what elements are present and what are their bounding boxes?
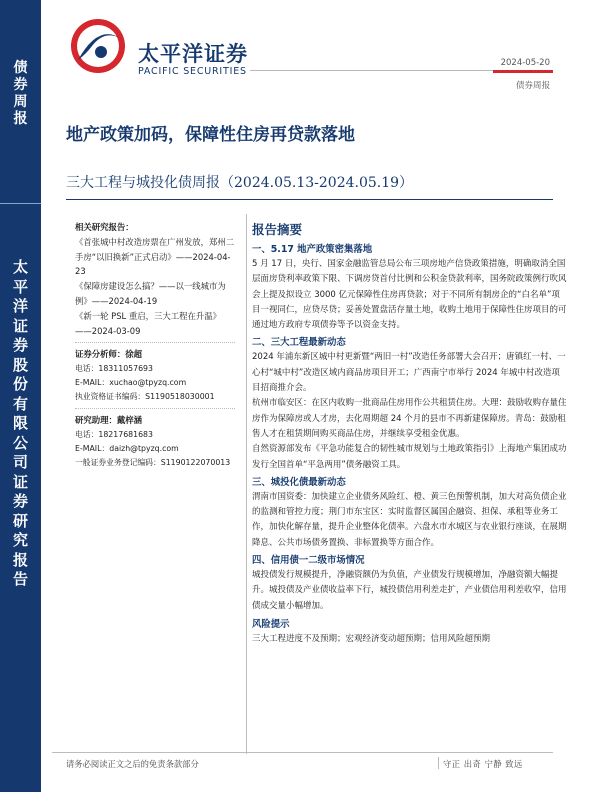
related-report[interactable]: 《新一轮 PSL 重启，三大工程在升温》——2024-03-09 bbox=[75, 310, 221, 336]
summary-column bbox=[252, 220, 567, 647]
analyst-phone: 电话：18311057693 bbox=[75, 364, 153, 374]
title-rule bbox=[66, 199, 553, 200]
related-report[interactable]: 《首张城中村改造房票在广州发放，郑州二手房“以旧换新”正式启动》——2024-04-23 bbox=[75, 236, 235, 277]
left-column bbox=[75, 220, 235, 470]
sidebar-divider bbox=[0, 203, 41, 204]
section-heading: 三、城投化债最新动态 bbox=[252, 476, 346, 488]
sidebar-category: 债 券 周 报 bbox=[13, 60, 28, 127]
brand-name: 太平洋证券 bbox=[138, 42, 248, 66]
risk-paragraph: 三大工程进度不及预期；宏观经济变动超预期；信用风险超预期 bbox=[252, 633, 491, 644]
section-paragraph: 自然资源部发布《平急功能复合的韧性城市规划与土地政策指引》上海地产集团成功发行全国首单“平急两用”债务融资工具。 bbox=[252, 444, 567, 470]
footer-disclaimer: 请务必阅读正文之后的免责条款部分 bbox=[66, 759, 199, 769]
doc-type: 债券周报 bbox=[515, 81, 550, 91]
page-title: 地产政策加码，保障性住房再贷款落地 bbox=[66, 125, 355, 145]
assistant-label: 研究助理： bbox=[75, 415, 117, 426]
section-paragraph: 城投债发行规模提升，净融资额仍为负值，产业债发行规模增加，净融资额大幅提升。城投债及产业债收益率下行，城投债信用利差走扩，产业债信用利差收窄，信用债成交量小幅增加。 bbox=[252, 570, 567, 611]
analyst-name: 徐超 bbox=[125, 349, 142, 360]
analyst-email[interactable]: E-MAIL：xuchao@tpyzq.com bbox=[75, 378, 187, 388]
section-paragraph: 5 月 17 日，央行、国家金融监管总局公布三项房地产信贷政策措施，明确取消全国层面房贷利率政策下限、下调房贷首付比例和公积金贷款利率，国务院政策例行吹风会上提及拟设立 3000 亿元保障性住房再贷款；对于不同所有制房企的“白名单”项目一视同仁，应贷尽贷；妥善处置盘活存量土地，收购土地用于保障性住房项目的可通过地方政府专项债券等予以资金支持。 bbox=[252, 259, 567, 331]
assistant-license: 一般证券业务登记编码：S1190122070013 bbox=[75, 457, 231, 467]
assistant-name: 戴梓涵 bbox=[116, 415, 142, 426]
header-accent-bar bbox=[493, 70, 553, 73]
analyst-label: 证券分析师： bbox=[75, 349, 126, 360]
footer-rule bbox=[52, 752, 553, 753]
footer-motto: 守正 出奇 宁静 致远 bbox=[443, 759, 523, 769]
company-logo bbox=[68, 16, 128, 76]
divider bbox=[75, 408, 235, 409]
section-paragraph: 渭南市国资委：加快建立企业债务风险红、橙、黄三色预警机制，加大对高负债企业的监测和管控力度；荆门市东宝区：实时监督区属国企融资、担保、承租等业务工作，加快化解存量，提升企业整体化债率。六盘水市水城区与农业银行座谈，在展期降息、公共市场债务置换、非标置换等方面合作。 bbox=[252, 491, 567, 548]
section-paragraph: 杭州市临安区：在区内收购一批商品住房用作公共租赁住房。大理：鼓励收购存量住房作为保障房或人才房，去化周期超 24 个月的县市不再新建保障房。青岛：鼓励租售人才在租赁期间购买商品住房，并继续享受租金优惠。 bbox=[252, 398, 567, 439]
section-heading: 一、5.17 地产政策密集落地 bbox=[252, 244, 373, 255]
divider bbox=[75, 342, 235, 343]
section-heading: 四、信用债一二级市场情况 bbox=[252, 555, 365, 567]
risk-heading: 风险提示 bbox=[252, 618, 290, 630]
page-subtitle: 三大工程与城投化债周报（2024.05.13-2024.05.19） bbox=[66, 175, 414, 191]
header-divider bbox=[250, 70, 493, 71]
summary-heading: 报告摘要 bbox=[252, 222, 303, 237]
brand-name-en: PACIFIC SECURITIES bbox=[138, 66, 247, 77]
column-divider bbox=[246, 214, 247, 754]
section-heading: 二、三大工程最新动态 bbox=[252, 337, 346, 349]
sidebar-company: 太 平 洋 证 券 股 份 有 限 公 司 证 券 研 究 报 告 bbox=[12, 258, 28, 588]
section-paragraph: 2024 年浦东新区城中村更新暨“两旧一村”改造任务部署大会召开；唐镇红一村、一心村“城中村”改造区域内商品房项目开工；广西南宁市举行 2024 年城中村改造项目招商推介会。 bbox=[252, 352, 566, 394]
report-date: 2024-05-20 bbox=[500, 58, 550, 68]
assistant-email[interactable]: E-MAIL：daizh@tpyzq.com bbox=[75, 443, 179, 453]
analyst-license: 执业资格证书编码：S1190518030001 bbox=[75, 392, 215, 402]
sidebar bbox=[0, 0, 41, 792]
footer-separator bbox=[438, 757, 439, 769]
related-report[interactable]: 《保障房建设怎么搞？——以一线城市为例》——2024-04-19 bbox=[75, 281, 226, 306]
related-label: 相关研究报告： bbox=[75, 222, 134, 232]
assistant-phone: 电话：18217681683 bbox=[75, 429, 153, 439]
